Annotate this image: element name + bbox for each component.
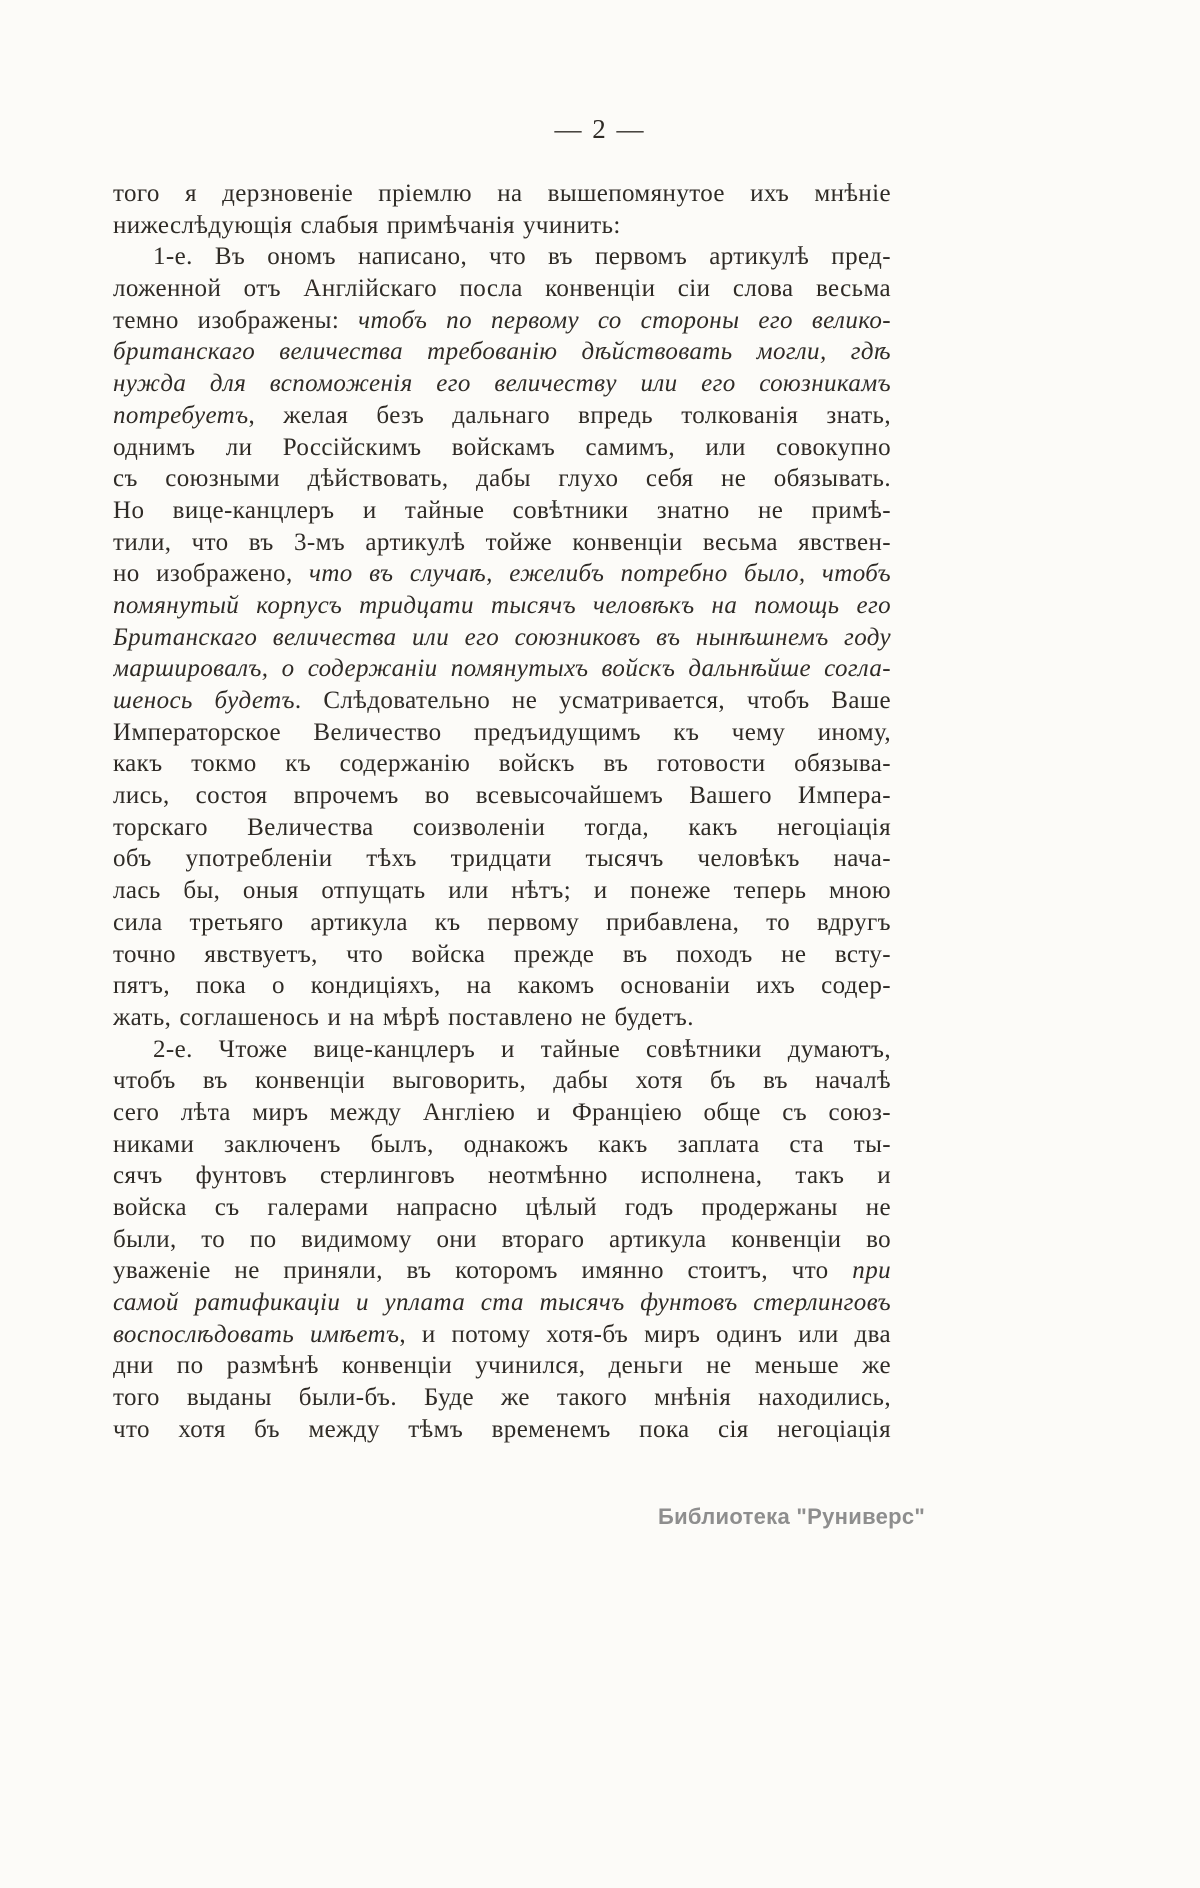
- text-segment: сила третьяго артикула къ первому прибавлена, то вдругъ: [113, 908, 891, 936]
- text-line: [113, 685, 891, 717]
- text-segment: съ союзными дѣйствовать, дабы глухо себя не обязывать.: [113, 465, 891, 493]
- text-segment: нижеслѣдующія слабыя примѣчанія учинить:: [113, 211, 621, 239]
- text-line: [113, 241, 891, 273]
- text-line: [113, 368, 891, 400]
- text-line: [113, 812, 891, 844]
- text-segment: . Слѣдовательно не усматривается, чтобъ Ваше: [294, 687, 891, 714]
- text-segment: , и потому хотя-бъ миръ одинъ или два: [399, 1320, 891, 1348]
- text-line: [113, 305, 891, 337]
- text-line: [113, 1287, 891, 1319]
- text-line: [113, 748, 891, 780]
- text-segment: того я дерзновеніе пріемлю на вышепомянутое ихъ мнѣніе: [113, 180, 891, 207]
- text-line: [113, 843, 891, 875]
- text-segment: войска съ галерами напрасно цѣлый годъ продержаны не: [113, 1194, 891, 1221]
- page-number: — 2 —: [554, 114, 646, 144]
- italic-text-segment: потребуетъ: [113, 401, 249, 429]
- text-line: [113, 1065, 891, 1097]
- text-segment: что хотя бъ между тѣмъ временемъ пока сія негоціація: [113, 1415, 891, 1443]
- text-line: [113, 1382, 891, 1414]
- italic-text-segment: нужда для вспоможенія его величеству или его союзникамъ: [113, 370, 891, 398]
- text-segment: уваженіе не приняли, въ которомъ имянно стоитъ, что: [113, 1257, 853, 1285]
- text-line: [113, 1414, 891, 1446]
- text-line: [113, 780, 891, 812]
- text-segment: пятъ, пока о кондиціяхъ, на какомъ основаніи ихъ содер-: [113, 972, 891, 1000]
- text-line: [113, 1192, 891, 1224]
- text-segment: тили, что въ 3-мъ артикулѣ тойже конвенціи весьма явствен-: [113, 528, 891, 556]
- library-watermark: Библиотека "Руниверс": [658, 1504, 926, 1529]
- text-segment: , желая безъ дальнаго впредь толкованія знать,: [248, 401, 891, 429]
- text-line: [113, 400, 891, 432]
- italic-text-segment: маршировалъ, о содержаніи помянутыхъ войскъ дальнѣйше согла-: [113, 655, 891, 683]
- text-segment: но изображено,: [113, 560, 310, 588]
- italic-text-segment: шенось будетъ: [113, 687, 295, 714]
- italic-text-segment: воспослѣдовать имѣетъ: [113, 1320, 400, 1348]
- text-line: [113, 1002, 891, 1034]
- text-segment: чтобъ въ конвенціи выговорить, дабы хотя бъ въ началѣ: [113, 1067, 891, 1095]
- italic-text-segment: Британскаго величества или его союзниковъ въ нынѣшнемъ году: [113, 623, 891, 651]
- text-segment: объ употребленіи тѣхъ тридцати тысячъ человѣкъ нача-: [113, 845, 891, 873]
- text-line: [113, 907, 891, 939]
- text-line: [113, 1350, 891, 1382]
- italic-text-segment: британскаго величества требованію дѣйствовать могли, гдѣ: [113, 338, 891, 366]
- text-segment: 2-е. Чтоже вице-канцлеръ и тайные совѣтники думаютъ,: [153, 1035, 891, 1063]
- italic-text-segment: при: [852, 1257, 891, 1285]
- text-segment: никами заключенъ былъ, однакожъ какъ заплата ста ты-: [113, 1130, 891, 1158]
- text-line: [113, 1319, 891, 1351]
- text-segment: 1-е. Въ ономъ написано, что въ первомъ артикулѣ пред-: [153, 243, 891, 271]
- text-segment: темно изображены:: [113, 306, 359, 334]
- text-line: [113, 178, 891, 210]
- italic-text-segment: самой ратификаціи и уплата ста тысячъ фунтовъ стерлинговъ: [113, 1289, 891, 1317]
- text-line: [113, 590, 891, 622]
- text-segment: какъ токмо къ содержанію войскъ въ готовости обязыва-: [113, 750, 891, 778]
- text-segment: ложенной отъ Англійскаго посла конвенціи сіи слова весьма: [113, 275, 891, 303]
- text-line: [113, 1129, 891, 1161]
- text-segment: торскаго Величества соизволеніи тогда, какъ негоціація: [113, 813, 891, 841]
- text-line: [113, 1224, 891, 1256]
- text-segment: сячъ фунтовъ стерлинговъ неотмѣнно исполнена, такъ и: [113, 1162, 891, 1190]
- text-segment: сего лѣта миръ между Англіею и Франціею обще съ союз-: [113, 1098, 891, 1126]
- text-segment: Императорское Величество предъидущимъ къ чему иному,: [113, 718, 891, 746]
- text-segment: однимъ ли Россійскимъ войскамъ самимъ, или совокупно: [113, 433, 891, 461]
- text-line: [113, 717, 891, 749]
- text-line: [113, 653, 891, 685]
- text-segment: жать, соглашенось и на мѣрѣ поставлено не будетъ.: [113, 1003, 694, 1031]
- text-line: [113, 622, 891, 654]
- text-line: [113, 1160, 891, 1192]
- text-line: [113, 210, 891, 242]
- text-line: [113, 1097, 891, 1129]
- text-segment: лись, состоя впрочемъ во всевысочайшемъ Вашего Импера-: [113, 782, 891, 810]
- text-line: [113, 970, 891, 1002]
- text-segment: дни по размѣнѣ конвенціи учинился, деньги не меньше же: [113, 1352, 891, 1380]
- text-line: [113, 558, 891, 590]
- text-line: [113, 939, 891, 971]
- italic-text-segment: что въ случаѣ, ежелибъ потребно было, чтобъ: [309, 560, 891, 588]
- text-segment: Но вице-канцлеръ и тайные совѣтники знатно не примѣ-: [113, 496, 891, 524]
- italic-text-segment: чтобъ по первому со стороны его велико-: [358, 306, 891, 334]
- text-line: [113, 1255, 891, 1287]
- text-segment: лась бы, оныя отпущать или нѣтъ; и понеже теперь мною: [113, 877, 891, 905]
- text-line: [113, 495, 891, 527]
- text-line: [113, 432, 891, 464]
- text-line: [113, 1034, 891, 1066]
- text-segment: того выданы были-бъ. Буде же такого мнѣнія находились,: [113, 1384, 891, 1412]
- text-segment: были, то по видимому они втораго артикула конвенціи во: [113, 1225, 891, 1253]
- italic-text-segment: помянутый корпусъ тридцати тысячъ человѣкъ на помощь его: [113, 591, 891, 619]
- page-body: [113, 178, 891, 1446]
- text-segment: точно явствуетъ, что войска прежде въ походъ не всту-: [113, 940, 891, 968]
- text-line: [113, 273, 891, 305]
- text-line: [113, 875, 891, 907]
- text-line: [113, 463, 891, 495]
- text-line: [113, 527, 891, 559]
- text-line: [113, 336, 891, 368]
